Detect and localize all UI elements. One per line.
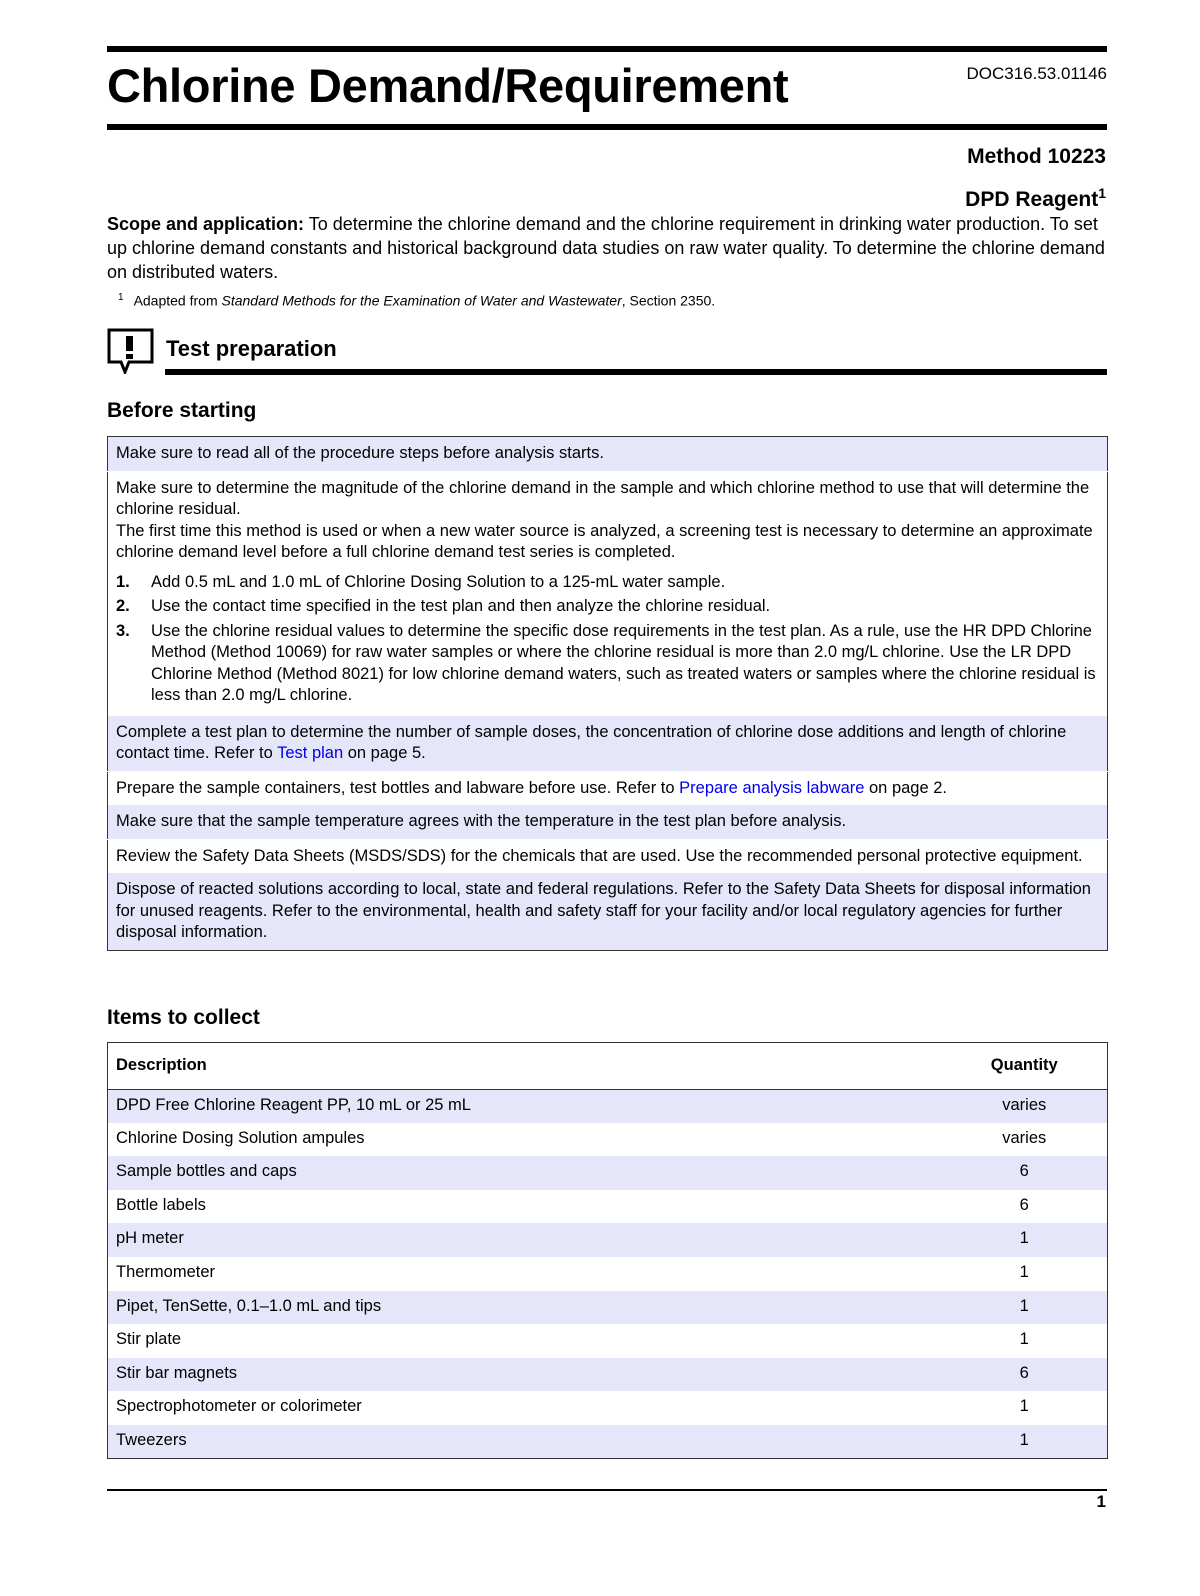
item-description: Pipet, TenSette, 0.1–1.0 mL and tips <box>116 1296 382 1315</box>
table-row <box>108 1190 1108 1224</box>
note: Complete a test plan to determine the number of sample doses, the concentration of chlorine dose additions and length of chlorine contact time. Refer to Test plan on page 5. <box>116 722 1067 762</box>
title-rule <box>107 124 1107 130</box>
table-row <box>108 1156 1108 1190</box>
item-quantity: 1 <box>1019 1229 1029 1248</box>
method-block <box>965 138 1106 218</box>
reagent-name: DPD Reagent$^1$ <box>965 185 1106 211</box>
item-description: Chlorine Dosing Solution ampules <box>116 1128 365 1147</box>
table-row <box>108 1358 1108 1392</box>
item-quantity: 1 <box>1019 1430 1029 1449</box>
note: Make sure that the sample temperature agrees with the temperature in the test plan before analysis. <box>116 812 847 830</box>
table-row <box>108 1425 1108 1459</box>
note: Make sure to read all of the procedure steps before analysis starts. <box>116 444 604 462</box>
footnote: $^1$ Adapted from Standard Methods for the Examination of Water and Wastewater, Section 2350. <box>118 292 716 309</box>
screening-steps <box>116 572 1099 707</box>
test-plan-link[interactable]: Test plan <box>277 744 344 762</box>
footer-rule <box>107 1489 1107 1491</box>
item-quantity: 1 <box>1019 1262 1029 1281</box>
item-description: Sample bottles and caps <box>116 1162 297 1181</box>
note: Make sure to determine the magnitude of the chlorine demand in the sample and which chlorine method to use that will determine the chlorine residual. The first time this method is used or when a new water source is analyzed, a screening test is necessary to determine an approximate chlorine demand level before a full chlorine demand test series is completed. 1. Add 0.5 mL and 1.0 mL of Chlorine Dosing Solution to a 125-mL water sample. 2. Use the contact time specified in the test plan and then analyze the chlorine residual. 3. Use the chlorine residual values to determine the specific dose requirements in the test plan. As a rule, use the HR DPD Chlorine Method (Method 10069) for raw water samples or where the chlorine residual is more than 2.0 mg/L chlorine. Use the LR DPD Chlorine Method (Method 8021) for low chlorine demand waters, such as treated waters or samples where the chlorine residual is less than 2.0 mg/L chlorine. <box>108 471 1108 716</box>
page-title: Chlorine Demand/Requirement <box>107 59 789 112</box>
step: 3. Use the chlorine residual values to determine the specific dose requirements in the test plan. As a rule, use the HR DPD Chlorine Method (Method 10069) for raw water samples or where the chlorine residual is more than 2.0 mg/L chlorine. Use the LR DPD Chlorine Method (Method 8021) for low chlorine demand waters, such as treated waters or samples where the chlorine residual is less than 2.0 mg/L chlorine. <box>116 621 1096 704</box>
caution-speech-bubble-icon <box>107 328 155 374</box>
page-number: 1 <box>1096 1492 1106 1511</box>
item-quantity: varies <box>1002 1095 1047 1114</box>
item-quantity: 1 <box>1019 1296 1029 1315</box>
item-description: Stir plate <box>116 1330 182 1349</box>
item-description: Stir bar magnets <box>116 1363 238 1382</box>
items-heading: Items to collect <box>107 1006 260 1029</box>
item-description: Bottle labels <box>116 1195 206 1214</box>
method-number: Method 10223 <box>967 145 1106 168</box>
table-row <box>108 1391 1108 1425</box>
item-quantity: 6 <box>1019 1195 1029 1214</box>
note: Review the Safety Data Sheets (MSDS/SDS) for the chemicals that are used. Use the recommended personal protective equipment. <box>108 839 1108 873</box>
note: Prepare the sample containers, test bottles and labware before use. Refer to Prepare analysis labware on page 2. <box>108 771 1108 805</box>
col-description: Description <box>108 1043 942 1090</box>
before-starting-heading: Before starting <box>107 399 257 422</box>
table-row <box>108 1123 1108 1157</box>
before-starting-table <box>107 436 1108 951</box>
table-row <box>108 1223 1108 1257</box>
item-quantity: 6 <box>1019 1363 1029 1382</box>
item-quantity: varies <box>1002 1128 1047 1147</box>
prepare-labware-link[interactable]: Prepare analysis labware <box>679 778 865 797</box>
item-description: Tweezers <box>116 1430 187 1449</box>
scope-paragraph: Scope and application: To determine the chlorine demand and the chlorine requirement in drinking water production. To set up chlorine demand constants and historical background data studies on raw water quality. To determine the chlorine demand on distributed waters. <box>107 214 1105 282</box>
item-description: pH meter <box>116 1229 184 1248</box>
table-row <box>108 1291 1108 1325</box>
item-description: Spectrophotometer or colorimeter <box>116 1397 362 1416</box>
table-row <box>108 1324 1108 1358</box>
table-row <box>108 1089 1108 1123</box>
col-quantity: Quantity <box>942 1043 1108 1090</box>
item-description: DPD Free Chlorine Reagent PP, 10 mL or 25 mL <box>116 1095 471 1114</box>
step: 2. Use the contact time specified in the test plan and then analyze the chlorine residual. <box>116 597 771 615</box>
note: Dispose of reacted solutions according to local, state and federal regulations. Refer to the Safety Data Sheets for disposal information for unused reagents. Refer to the environmental, health and safety staff for your facility and/or local regulatory agencies for further disposal information. <box>116 880 1091 941</box>
top-rule <box>107 46 1107 52</box>
doc-number: DOC316.53.01146 <box>966 64 1107 83</box>
step: 1. Add 0.5 mL and 1.0 mL of Chlorine Dosing Solution to a 125-mL water sample. <box>116 572 726 591</box>
item-quantity: 1 <box>1019 1397 1029 1416</box>
items-table <box>107 1042 1108 1459</box>
item-description: Thermometer <box>116 1262 216 1281</box>
table-row <box>108 1257 1108 1291</box>
section-rule <box>165 369 1107 375</box>
item-quantity: 6 <box>1019 1162 1029 1181</box>
item-quantity: 1 <box>1019 1330 1029 1349</box>
section-title: Test preparation <box>166 336 337 361</box>
